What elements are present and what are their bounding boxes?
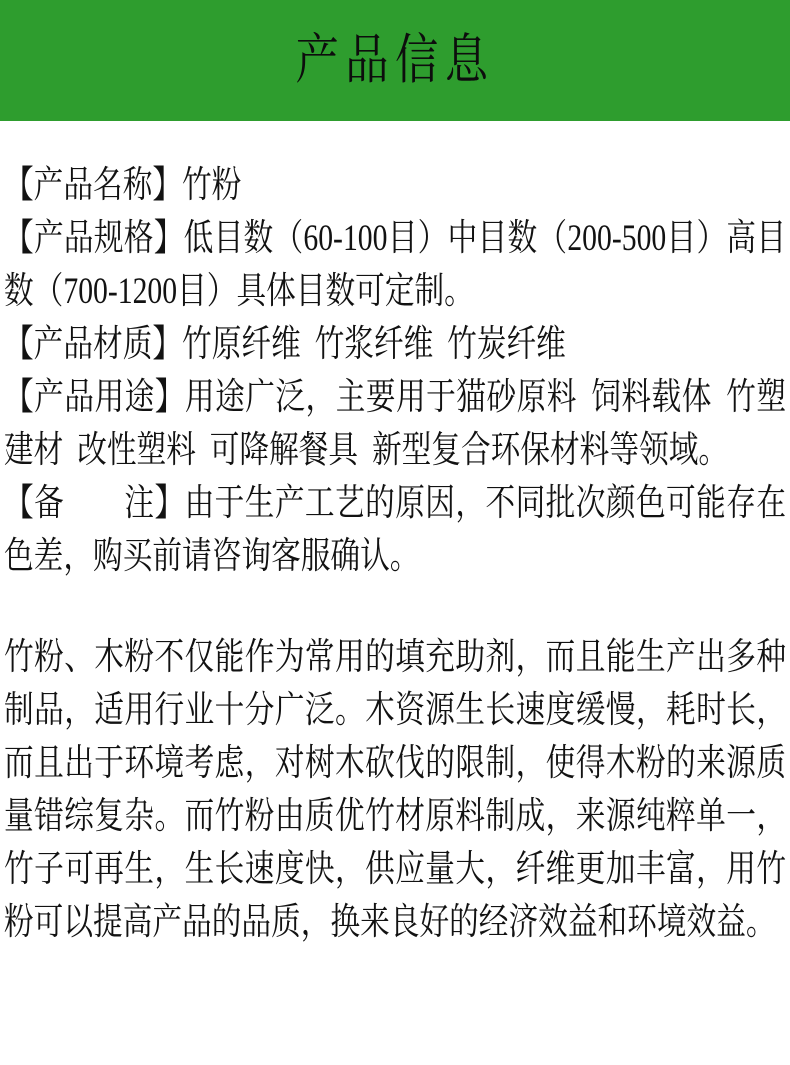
- spec-label: 【产品用途】: [4, 377, 185, 418]
- page-title: 产品信息: [295, 30, 495, 90]
- spec-value: 竹粉: [182, 165, 242, 206]
- content-area: [0, 159, 790, 949]
- spec-line-product-material: [4, 318, 786, 371]
- spec-value: 低目数（60-100目）中目数（200-500目）高目数（700-1200目）具体目数可定制。: [4, 218, 786, 312]
- header-banner: [0, 0, 790, 121]
- spec-value: 由于生产工艺的原因，不同批次颜色可能存在色差，购买前请咨询客服确认。: [4, 483, 787, 577]
- spec-line-product-name: [4, 159, 786, 212]
- product-info-section: [4, 159, 786, 583]
- spec-label: 【备 注】: [4, 483, 185, 524]
- spec-value: 用途广泛，主要用于猫砂原料 饲料载体 竹塑建材 改性塑料 可降解餐具 新型复合环保材料等领域。: [4, 377, 787, 471]
- spec-label: 【产品材质】: [4, 324, 183, 365]
- spec-line-remark: [4, 477, 786, 583]
- description-paragraph: 竹粉、木粉不仅能作为常用的填充助剂，而且能生产出多种制品，适用行业十分广泛。木资源生长速度缓慢，耗时长，而且出于环境考虑，对树木砍伐的限制，使得木粉的来源质量错综复杂。而竹粉由质优竹材原料制成，来源纯粹单一，竹子可再生，生长速度快，供应量大，纤维更加丰富，用竹粉可以提高产品的品质，换来良好的经济效益和环境效益。: [4, 637, 786, 943]
- spec-label: 【产品规格】: [4, 218, 184, 259]
- spec-label: 【产品名称】: [4, 165, 183, 206]
- spec-value: 竹原纤维 竹浆纤维 竹炭纤维: [182, 324, 566, 365]
- spec-line-product-spec: [4, 212, 786, 318]
- spec-line-product-usage: [4, 371, 786, 477]
